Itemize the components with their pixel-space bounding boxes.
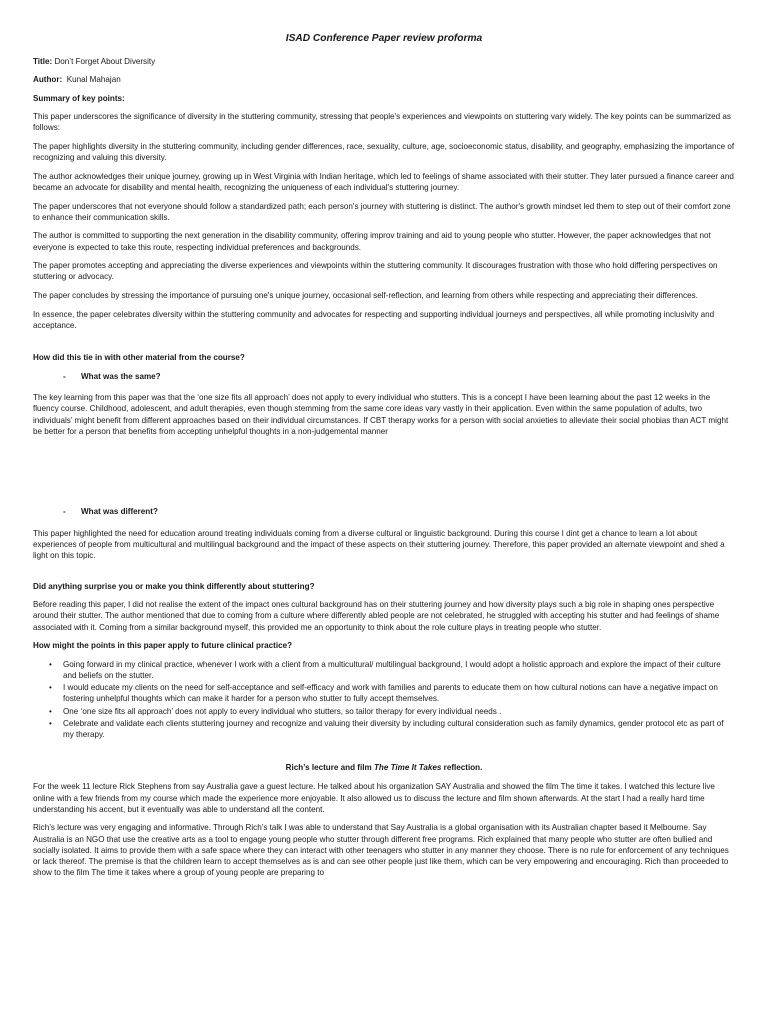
document-title: ISAD Conference Paper review proforma: [285, 33, 483, 44]
lecture-paragraph: For the week 11 lecture Rick Stephens from say Australia gave a guest lecture. He talked about his organization SAY Australia and showed the film The time it takes. I watched this lecture live online with a few friends from my course which made the experience more enjoyable. It also allowed us to discuss the lecture and film shown afterwards. At the start I had a really hard time understanding his accent, but it eventually was able to understand all the content.: [33, 782, 715, 814]
list-item: • Celebrate and validate each clients stuttering journey and recognize and valuing their diversity by including cultural consideration such as family dynamics, gender protocol etc as part of my therapy.: [51, 718, 735, 740]
author-name: Kunal Mahajan: [66, 75, 121, 85]
same-subheading: [63, 371, 735, 382]
paper-title-line: [33, 56, 735, 67]
lecture-heading-suffix: reflection.: [441, 763, 483, 773]
paper-title-label: Title:: [33, 57, 53, 67]
clinical-practice-heading: How might the points in this paper apply to future clinical practice?: [33, 641, 293, 651]
same-paragraph: The key learning from this paper was that the ‘one size fits all approach’ does not apply to every individual who stutters. This is a concept I have been learning about the past 12 weeks in the fluency course. Childhood, adolescent, and adult therapies, even though stemming from the same core ideas vary vastly in their application. Even within the same population of adults, two individuals’ might benefit from different approaches based on their individual circumstances. If CBT therapy works for a person with social anxieties to alleviate their social phobias than ACT might be better for a person that benefits from accepting unhelpful thoughts in a non-judgemental manner: [33, 393, 729, 436]
summary-paragraph: In essence, the paper celebrates diversity within the stuttering community and advocates for respecting and supporting individual journeys and perspectives, all while promoting inclusivity and acceptance.: [33, 309, 715, 330]
lecture-reflection-heading: [33, 762, 735, 773]
summary-paragraph: The paper underscores that not everyone should follow a standardized path; each person's journey with stuttering is distinct. The author's growth mindset led them to step out of their comfort zone to enhance their communication skills.: [33, 201, 731, 222]
summary-paragraph: The paper highlights diversity in the stuttering community, including gender differences, race, sexuality, culture, age, socioeconomic status, disability, and geography, emphasizing the importance of recognizing and valuing this diversity.: [33, 142, 735, 163]
paper-title: Don’t Forget About Diversity: [54, 57, 156, 67]
clinical-practice-list: [33, 659, 735, 740]
different-subheading-text: What was different?: [81, 507, 158, 517]
list-item: • I would educate my clients on the need for self-acceptance and self-efficacy and work with families and parents to educate them on how cultural notions can have a negative impact on fostering unhelpful thoughts which can make it harder for a person who stutter to fully accept themselves.: [51, 682, 735, 704]
summary-paragraph: The paper promotes accepting and appreciating the diverse experiences and viewpoints within the stuttering community. It discourages frustration with those who hold differing perspectives on stuttering or advocacy.: [33, 261, 718, 282]
dash-marker: -: [63, 371, 66, 381]
same-subheading-text: What was the same?: [81, 371, 161, 381]
summary-paragraph: The author is committed to supporting the next generation in the disability community, offering improv training and aid to young people who stutter. However, the paper acknowledges that not everyone is expected to take this route, respecting individual preferences and backgrounds.: [33, 231, 711, 252]
surprise-paragraph: Before reading this paper, I did not realise the extent of the impact ones cultural background has on their stuttering journey and how diversity plays such a big role in shaping ones perspective around their stutter. The author mentioned that due to coming from a culture where differently abled people are not celebrated, he struggled with accepting his stutter and had feelings of shame associated with it. Coming from a similar background myself, this provided me an opportunity to think about the role culture plays in treating people who stutter.: [33, 600, 720, 632]
list-item: • Going forward in my clinical practice, whenever I work with a client from a multicultural/ multilingual background, I would adopt a holistic approach and explore the impact of their culture and beliefs on the stutter.: [51, 659, 735, 681]
film-title: The Time It Takes: [373, 763, 442, 773]
author-line: [33, 74, 735, 85]
different-paragraph: This paper highlighted the need for education around treating individuals coming from a diverse cultural or linguistic background. During this course I dint get a chance to learn a lot about experiences of people from multicultural and multilingual background and the impact of these aspects on their stuttering journey. Therefore, this paper provided an alternate viewpoint and shed a light on this topic.: [33, 528, 725, 560]
summary-paragraph: This paper underscores the significance of diversity in the stuttering community, stressing that people's experiences and viewpoints on stuttering vary widely. The key points can be summarized as follows:: [33, 112, 731, 133]
document-page: [33, 33, 735, 886]
summary-paragraph: The paper concludes by stressing the importance of pursuing one's unique journey, occasional self-reflection, and learning from others while respecting and appreciating their differences.: [33, 290, 698, 300]
course-tie-in-heading: How did this tie in with other material from the course?: [33, 353, 245, 363]
summary-paragraph: The author acknowledges their unique journey, growing up in West Virginia with Indian heritage, which led to feelings of shame associated with their stutter. They later pursued a finance career and became an advocate for disability and mental health, recognizing the uniqueness of each individual's stuttering journey.: [33, 171, 734, 192]
dash-marker: -: [63, 507, 66, 517]
different-subheading: [63, 506, 735, 517]
list-item: • One ‘one size fits all approach’ does not apply to every individual who stutters, so tailor therapy for every individual needs .: [51, 706, 735, 717]
summary-heading: Summary of key points:: [33, 93, 125, 103]
lecture-paragraph: Rich’s lecture was very engaging and informative. Through Rich’s talk I was able to understand that Say Australia is a global organisation with its Australian chapter based it Melbourne. Say Australia is an NGO that use the creative arts as a tool to engage young people who stutter through different free programs. Rich explained that many people who stutter are often bullied and socially isolated. It aims to provide them with a safe space where they can interact with other teenagers who stutter in any manner they choose. There is no rule for enforcement of any techniques or lack thereof. The premise is that the children learn to accept themselves as is and can see other people just like them, which can be very empowering and encouraging. Rich than proceeded to show to the film The time it takes where a group of young people are preparing to: [33, 823, 729, 878]
author-label: Author:: [33, 75, 63, 85]
surprise-heading: Did anything surprise you or make you think differently about stuttering?: [33, 581, 315, 591]
lecture-heading-prefix: Rich’s lecture and film: [285, 763, 374, 773]
